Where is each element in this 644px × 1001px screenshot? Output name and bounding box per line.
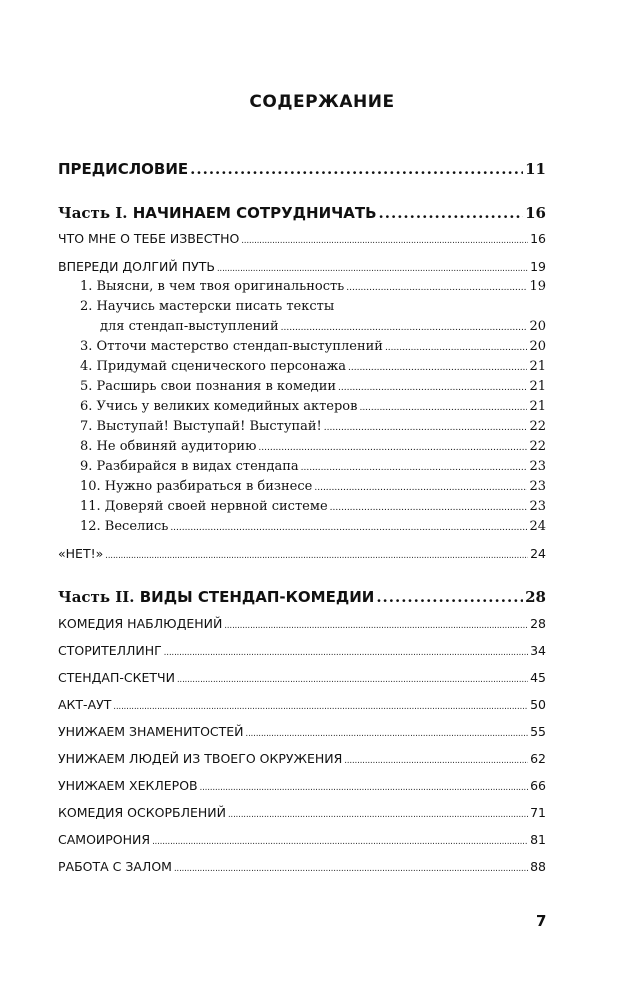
- toc-item[interactable]: [58, 379, 546, 394]
- toc-chapter-page: 24: [530, 546, 546, 561]
- toc-chapter-label: ЧТО МНЕ О ТЕБЕ ИЗВЕСТНО: [58, 231, 240, 246]
- toc-chapter-page: 34: [530, 643, 546, 658]
- toc-chapter-page: 50: [530, 697, 546, 712]
- dot-leader: [228, 810, 528, 820]
- dot-leader: [324, 423, 528, 433]
- toc-item-label: для стендап-выступлений: [100, 319, 279, 334]
- toc-chapter-label: РАБОТА С ЗАЛОМ: [58, 859, 172, 874]
- toc-chapter[interactable]: [58, 643, 546, 658]
- toc-part-1-label: [58, 204, 377, 222]
- toc-chapter[interactable]: [58, 259, 546, 274]
- toc-chapter[interactable]: [58, 546, 546, 561]
- toc-item-label: 6. Учись у великих комедийных актеров: [80, 399, 358, 414]
- toc-part-2-title: ВИДЫ СТЕНДАП-КОМЕДИИ: [139, 588, 375, 606]
- toc-item[interactable]: [58, 479, 546, 494]
- toc-chapter[interactable]: [58, 805, 546, 820]
- toc-item[interactable]: [58, 279, 546, 294]
- dot-leader: [241, 236, 528, 246]
- toc-item[interactable]: [58, 339, 546, 354]
- toc-item-page: 20: [529, 339, 546, 354]
- toc-item[interactable]: [58, 519, 546, 534]
- dot-leader: [344, 756, 528, 766]
- toc-item-page: 21: [529, 399, 546, 414]
- dot-leader: [258, 443, 527, 453]
- toc-part-1-title: НАЧИНАЕМ СОТРУДНИЧАТЬ: [132, 204, 377, 222]
- toc-item-label: 12. Веселись: [80, 519, 169, 534]
- toc-chapter-page: 19: [530, 259, 546, 274]
- toc-chapter[interactable]: [58, 670, 546, 685]
- toc-item-page: 19: [529, 279, 546, 294]
- toc-chapter-label: СТЕНДАП-СКЕТЧИ: [58, 670, 175, 685]
- dot-leader: [379, 204, 524, 222]
- toc-part-2-number: Часть II.: [58, 588, 135, 606]
- dot-leader: [174, 864, 528, 874]
- toc-preface-label: ПРЕДИСЛОВИЕ: [58, 160, 189, 178]
- page-number: 7: [536, 912, 547, 930]
- dot-leader: [359, 403, 527, 413]
- dot-leader: [346, 283, 527, 293]
- toc-chapter[interactable]: [58, 859, 546, 874]
- toc-item-page: 22: [529, 419, 546, 434]
- toc-part-2-label: [58, 588, 374, 606]
- toc-chapter-label: КОМЕДИЯ НАБЛЮДЕНИЙ: [58, 616, 223, 631]
- toc-chapter-page: 88: [530, 859, 546, 874]
- toc-chapter[interactable]: [58, 751, 546, 766]
- toc-chapter-page: 62: [530, 751, 546, 766]
- dot-leader: [190, 160, 523, 178]
- toc-chapter[interactable]: [58, 724, 546, 739]
- toc-chapter-page: 16: [530, 231, 546, 246]
- dot-leader: [314, 483, 527, 493]
- toc-chapter-label: УНИЖАЕМ ЛЮДЕЙ ИЗ ТВОЕГО ОКРУЖЕНИЯ: [58, 751, 343, 766]
- toc-item-page: 24: [529, 519, 546, 534]
- toc-chapter-label: «НЕТ!»: [58, 546, 104, 561]
- toc-item-page: 21: [529, 359, 546, 374]
- toc-item[interactable]: [58, 499, 546, 514]
- toc-chapter-page: 55: [530, 724, 546, 739]
- toc-chapter-label: УНИЖАЕМ ЗНАМЕНИТОСТЕЙ: [58, 724, 244, 739]
- toc-part-2[interactable]: [58, 588, 546, 606]
- toc-chapter-page: 66: [530, 778, 546, 793]
- dot-leader: [164, 648, 528, 658]
- toc-chapter-page: 71: [530, 805, 546, 820]
- toc-chapter-label: КОМЕДИЯ ОСКОРБЛЕНИЙ: [58, 805, 226, 820]
- toc-chapter[interactable]: [58, 832, 546, 847]
- dot-leader: [152, 837, 528, 847]
- dot-leader: [348, 363, 527, 373]
- toc-part-2-page: 28: [525, 588, 546, 606]
- toc-item[interactable]: [58, 459, 546, 474]
- dot-leader: [217, 264, 528, 274]
- toc-item[interactable]: [58, 399, 546, 414]
- dot-leader: [338, 383, 527, 393]
- dot-leader: [385, 343, 528, 353]
- toc-item[interactable]: [58, 439, 546, 454]
- toc-item[interactable]: [58, 419, 546, 434]
- dot-leader: [113, 702, 528, 712]
- toc-chapter-page: 81: [530, 832, 546, 847]
- toc-chapter-label: ВПЕРЕДИ ДОЛГИЙ ПУТЬ: [58, 259, 215, 274]
- toc-chapter[interactable]: [58, 778, 546, 793]
- toc-item-label: 4. Придумай сценического персонажа: [80, 359, 347, 374]
- toc-preface[interactable]: [58, 160, 546, 178]
- toc-chapter-page: 28: [530, 616, 546, 631]
- toc-item-label: 7. Выступай! Выступай! Выступай!: [80, 419, 322, 434]
- toc-item-label: 5. Расширь свои познания в комедии: [80, 379, 337, 394]
- dot-leader: [105, 551, 528, 561]
- toc-item-label: 11. Доверяй своей нервной системе: [80, 499, 328, 514]
- toc-item-page: 23: [529, 479, 546, 494]
- toc-chapter-label: АКТ-АУТ: [58, 697, 112, 712]
- dot-leader: [224, 621, 528, 631]
- dot-leader: [330, 503, 528, 513]
- toc-chapter-label: УНИЖАЕМ ХЕКЛЕРОВ: [58, 778, 198, 793]
- toc-item-label: 3. Отточи мастерство стендап-выступлений: [80, 339, 383, 354]
- dot-leader: [200, 783, 528, 793]
- page-title: СОДЕРЖАНИЕ: [249, 92, 395, 112]
- toc-preface-page: 11: [525, 160, 546, 178]
- toc-item[interactable]: [58, 299, 546, 314]
- toc-item-label: 1. Выясни, в чем твоя оригинальность: [80, 279, 345, 294]
- toc-item-label: 2. Научись мастерски писать тексты: [80, 299, 335, 314]
- toc-chapter[interactable]: [58, 616, 546, 631]
- toc-item[interactable]: [58, 359, 546, 374]
- toc-item-page: 23: [529, 499, 546, 514]
- toc-item-label: 10. Нужно разбираться в бизнесе: [80, 479, 313, 494]
- toc-item-page: 20: [529, 319, 546, 334]
- dot-leader: [301, 463, 528, 473]
- toc-item-page: 22: [529, 439, 546, 454]
- toc-chapter-label: СТОРИТЕЛЛИНГ: [58, 643, 162, 658]
- dot-leader: [246, 729, 529, 739]
- toc-chapter[interactable]: [58, 231, 546, 246]
- dot-leader: [177, 675, 528, 685]
- toc-part-1-page: 16: [525, 204, 546, 222]
- toc-item-page: 23: [529, 459, 546, 474]
- toc-item-label: 8. Не обвиняй аудиторию: [80, 439, 257, 454]
- toc-chapter[interactable]: [58, 697, 546, 712]
- dot-leader: [376, 588, 523, 606]
- toc-part-1-number: Часть I.: [58, 204, 128, 222]
- toc-chapter-page: 45: [530, 670, 546, 685]
- toc-chapter-label: САМОИРОНИЯ: [58, 832, 151, 847]
- dot-leader: [281, 323, 528, 333]
- toc-item-label: 9. Разбирайся в видах стендапа: [80, 459, 299, 474]
- toc-item[interactable]: [58, 319, 546, 334]
- toc-part-1[interactable]: [58, 204, 546, 222]
- dot-leader: [170, 523, 527, 533]
- toc-item-page: 21: [529, 379, 546, 394]
